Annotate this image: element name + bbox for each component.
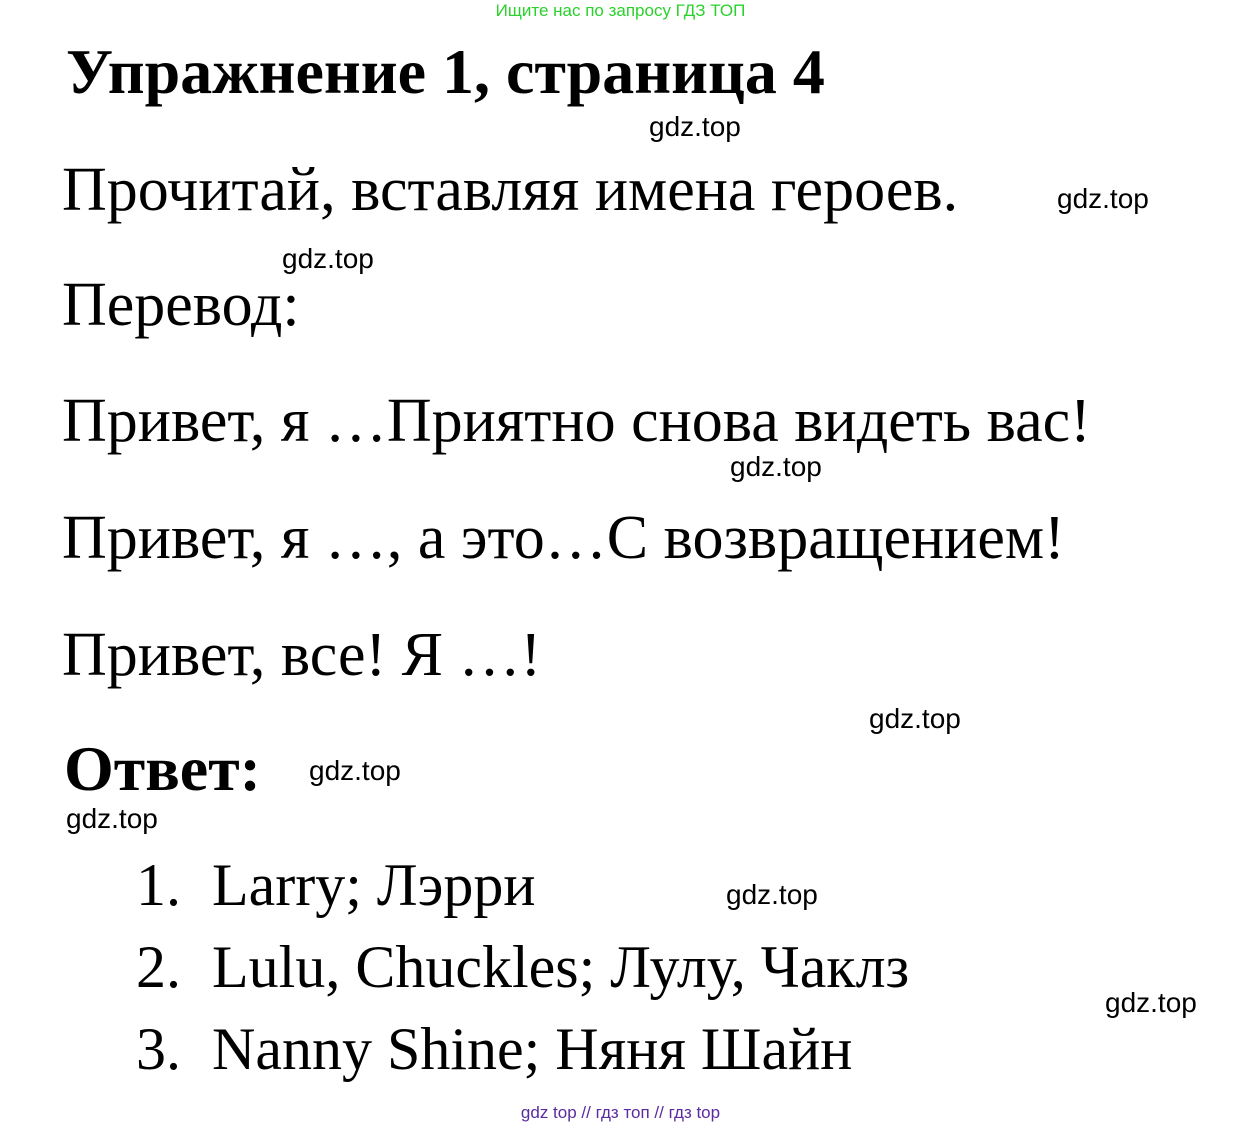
answer-item-3 [136, 1015, 852, 1083]
watermark: gdz.top [649, 111, 741, 142]
translation-label: Перевод: [62, 271, 300, 339]
answer-text: Lulu, Chuckles; Лулу, Чаклз [212, 934, 910, 1000]
watermark: gdz.top [66, 803, 158, 834]
watermark: gdz.top [1105, 987, 1197, 1018]
answer-text: Nanny Shine; Няня Шайн [212, 1016, 853, 1082]
translation-line-2: Привет, я …, а это…С возвращением! [62, 504, 1065, 572]
answer-number: 3. [136, 1016, 181, 1082]
footer-links: gdz top // гдз топ // гдз top [520, 1103, 721, 1122]
watermark: gdz.top [282, 243, 374, 274]
answer-heading: Ответ: [64, 733, 261, 804]
answer-item-2 [136, 933, 909, 1001]
answer-text: Larry; Лэрри [212, 852, 536, 918]
answer-number: 2. [136, 934, 181, 1000]
watermark: gdz.top [1057, 183, 1149, 214]
answer-number: 1. [136, 852, 181, 918]
page-title: Упражнение 1, страница 4 [66, 36, 825, 107]
instruction-text: Прочитай, вставляя имена героев. [62, 156, 959, 224]
top-banner: Ищите нас по запросу ГДЗ ТОП [495, 1, 746, 20]
watermark: gdz.top [730, 451, 822, 482]
watermark: gdz.top [726, 879, 818, 910]
translation-line-3: Привет, все! Я …! [62, 621, 542, 689]
watermark: gdz.top [869, 703, 961, 734]
answer-item-1 [136, 851, 535, 919]
translation-line-1: Привет, я …Приятно снова видеть вас! [62, 387, 1091, 455]
watermark: gdz.top [309, 755, 401, 786]
